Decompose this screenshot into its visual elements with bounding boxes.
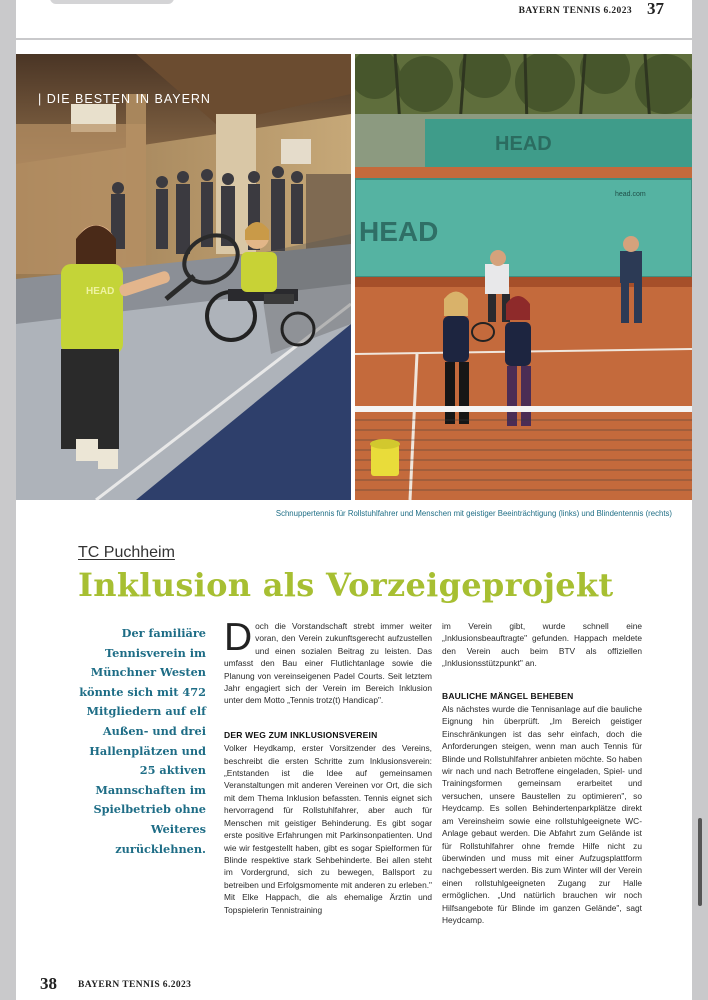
banner-url: head.com (615, 191, 646, 198)
previous-page-magazine: BAYERN TENNIS 6.2023 (518, 6, 632, 16)
photo-wheelchair-tennis (16, 54, 351, 500)
photo-blind-tennis (355, 54, 692, 500)
paragraph-2: Volker Heydkamp, erster Vorsitzender des Vereins, beschreibt die ersten Schritte zum Inklusionsverein: „Entstanden ist die Idee auf gemeinsamen Veranstaltungen mit anderen Vereinen vor Ort, die sich mit dem Thema Inklusion befassten. Tennis eignet sich hervorragend für Rollstuhlfahrer, aber auch für Menschen mit geistiger Behinderung. Es gibt sogar erste positive Erfahrungen mit Parkinsonpatienten. Und wie wir festgestellt haben, gibt es sogar Spielformen für Blinde respektive stark Sehbehinderte. Bei allen steht im Vordergrund, sich zu bewegen, Ballsport zu betreiben und Erfolgsmomente mit anderen zu erleben." Mit Elke Happach, die als ehemalige Ärztin und Topspielerin Tennistraining (224, 743, 432, 915)
far-banner-logo: HEAD (495, 133, 552, 155)
article-intro: Der familiäre Tennisverein im Münchner Westen könnte sich mit 472 Mitgliedern auf elf Außen- und drei Hallenplätzen und 25 aktiven Mannschaften im Spielbetrieb ohne Weiteres zurücklehnen. (79, 626, 206, 856)
drop-cap: D (224, 616, 253, 659)
article-headline: Inklusion als Vorzeigeprojekt (78, 566, 614, 604)
paragraph-1-text: och die Vorstandschaft strebt immer weiter voran, den Verein zukunftsgerecht aufzustellen und einen sozialen Beitrag zu leisten. Das umfasst den Bau einer Flutlichtanlage sowie die Planung von vereinseigenen Padel Courts. Seit letztem Jahr engagiert sich der Verein im Bereich Inklusion unter dem Motto „Tennis trotz(t) Handicap". (224, 621, 432, 706)
photo-wheelchair-tennis-image (16, 54, 351, 500)
section-kicker: | DIE BESTEN IN BAYERN (38, 92, 211, 106)
previous-page-tab (50, 0, 174, 4)
paragraph-3: im Verein gibt, wurde schnell eine „Inklusionsbeauftragte" gefunden. Happach meldete den Verein auch beim BTV als offiziellen „Inklusionsstützpunkt" an. (442, 621, 642, 669)
body-column-2 (442, 620, 642, 926)
body-column-1 (224, 616, 432, 916)
previous-page-strip (16, 0, 692, 38)
magazine-page (16, 40, 692, 1000)
footer-page-number: 38 (40, 974, 57, 993)
photo-caption: Schnuppertennis für Rollstuhlfahrer und Menschen mit geistiger Beeinträchtigung (links) und Blindentennis (rechts) (275, 509, 672, 518)
subheading-1: DER WEG ZUM INKLUSIONSVEREIN (224, 729, 378, 740)
photo-blind-tennis-image (355, 54, 692, 500)
shirt-logo: HEAD (86, 286, 115, 297)
paragraph-4: Als nächstes wurde die Tennisanlage auf die bauliche Eignung hin überprüft. „Im Bereich geistiger Einschränkungen ist das sehr einfach, doch die Anforderungen steigen, wenn man auch Tennis für Blinde und Rollstuhlfahrer anbieten möchte. So haben wir nach und nach Betroffene eingeladen, Spiel- und Trainingsformen gemeinsam erarbeitet und versuchen, unsere Baustellen zu optimieren", so Heydcamp. Es sollen Behindertenparkplätze direkt am Vereinsheim sowie eine rollstuhlgeeignete WC-Anlage gebaut werden. Die Abfahrt zum Gelände ist für Rollstuhlfahrer ohne fremde Hilfe nicht zu überwinden und muss mit einer Aufzugsplattform nachgebessert werden. Bis zum Winter will der Verein einen rollstuhlgeeigneten Zugang zur Halle ermöglichen. „Und natürlich brauchen wir noch Hilfsangebote für Blinde im ganzen Gelände", sagt Heydcamp. (442, 704, 642, 925)
subheading-2: BAULICHE MÄNGEL BEHEBEN (442, 690, 574, 701)
near-banner-logo: HEAD (359, 216, 439, 247)
footer-magazine: BAYERN TENNIS 6.2023 (78, 980, 192, 990)
scrollbar[interactable] (698, 818, 702, 906)
article-rubric: TC Puchheim (78, 544, 175, 561)
previous-page-number: 37 (647, 0, 664, 18)
paragraph-1 (224, 616, 432, 707)
